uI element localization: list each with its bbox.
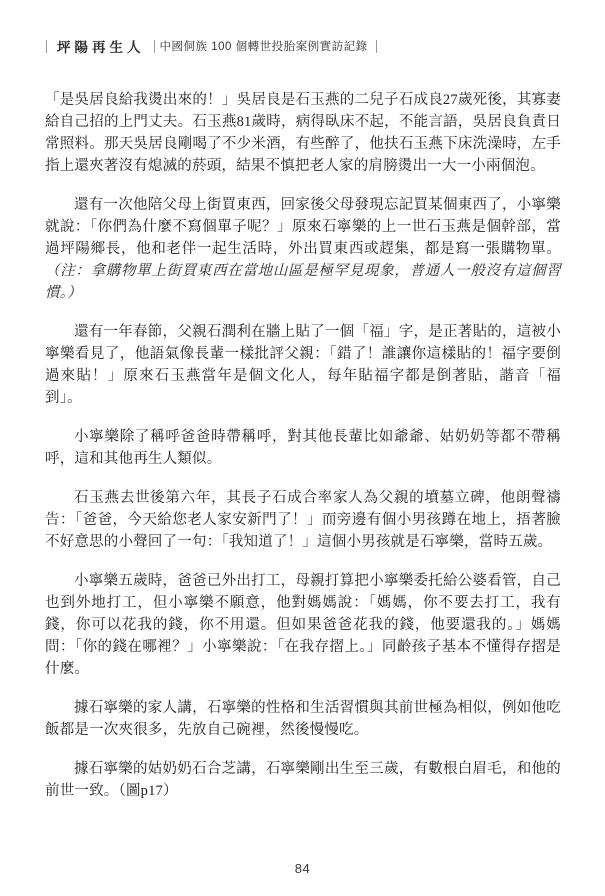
- paragraph-4-text: 小寧樂除了稱呼爸爸時帶稱呼，對其他長輩比如爺爺、姑奶奶等都不帶稱呼，這和其他再生人類似。: [45, 429, 561, 467]
- paragraph-3: [45, 321, 561, 409]
- header-divider-middle: [154, 40, 155, 53]
- book-title: 坪陽再生人: [57, 40, 145, 55]
- paragraph-2: [45, 194, 561, 304]
- paragraph-5: [45, 487, 561, 553]
- paragraph-1: [45, 89, 561, 177]
- header-divider-left: [46, 40, 47, 53]
- paragraph-5-text: 石玉燕去世後第六年，其長子石成合率家人為父親的墳墓立碑，他朗聲禱告：「爸爸，今天給您老人家安新門了！」而旁邊有個小男孩蹲在地上，捂著臉不好意思的小聲回了一句：「我知道了！」這個小男孩就是石寧樂，當時五歲。: [45, 490, 561, 550]
- editorial-note: （注：拿購物單上街買東西在當地山區是極罕見現象，普通人一般沒有這個習慣。）: [45, 263, 561, 301]
- header-divider-right: [376, 40, 377, 53]
- paragraph-8-text: 據石寧樂的姑奶奶石合芝講，石寧樂剛出生至三歲，有數根白眉毛，和他的前世一致。（圖p17）: [45, 761, 561, 799]
- book-subtitle: 中國侗族 100 個轉世投胎案例實訪記錄: [159, 41, 368, 53]
- paragraph-6: [45, 570, 561, 680]
- paragraph-7-text: 據石寧樂的家人講，石寧樂的性格和生活習慣與其前世極為相似，例如他吃飯都是一次夾很多，先放自己碗裡，然後慢慢吃。: [45, 700, 561, 738]
- paragraph-1-text: 「是吳居良給我燙出來的！」吳居良是石玉燕的二兒子石成良27歲死後，其寡妻給自己招的上門丈夫。石玉燕81歲時，病得臥床不起，不能言語，吳居良負責日常照料。那天吳居良剛喝了不少米酒，有些醉了，他扶石玉燕下床洗澡時，左手指上還夾著沒有熄滅的菸頭，結果不慎把老人家的肩膀燙出一大一小兩個泡。: [45, 92, 561, 174]
- paragraph-4: [45, 426, 561, 470]
- paragraph-6-text: 小寧樂五歲時，爸爸已外出打工，母親打算把小寧樂委托給公婆看管，自己也到外地打工，但小寧樂不願意，他對媽媽說：「媽媽，你不要去打工，我有錢，你可以花我的錢，你不用還。但如果爸爸花我的錢，他要還我的。」媽媽問：「你的錢在哪裡？」小寧樂說：「在我存摺上。」同齡孩子基本不懂得存摺是什麼。: [45, 573, 561, 677]
- paragraph-7: [45, 697, 561, 741]
- paragraph-3-text: 還有一年春節，父親石潤利在牆上貼了一個「福」字，是正著貼的，這被小寧樂看見了，他語氣像長輩一樣批評父親：「錯了！誰讓你這樣貼的！福字要倒過來貼！」原來石玉燕當年是個文化人，每年貼福字都是倒著貼，諧音「福到」。: [45, 324, 561, 406]
- paragraph-8: [45, 758, 561, 802]
- paragraph-2-text: 還有一次他陪父母上街買東西，回家後父母發現忘記買某個東西了，小寧樂就說：「你們為什麼不寫個單子呢？」原來石寧樂的上一世石玉燕是個幹部，當過坪陽鄉長，他和老伴一起生活時，外出買東西或趕集，都是寫一張購物單。: [45, 197, 561, 257]
- page-footer: [0, 860, 605, 878]
- page-body: [45, 89, 561, 819]
- page-number: 84: [294, 861, 311, 876]
- running-header: [46, 36, 377, 56]
